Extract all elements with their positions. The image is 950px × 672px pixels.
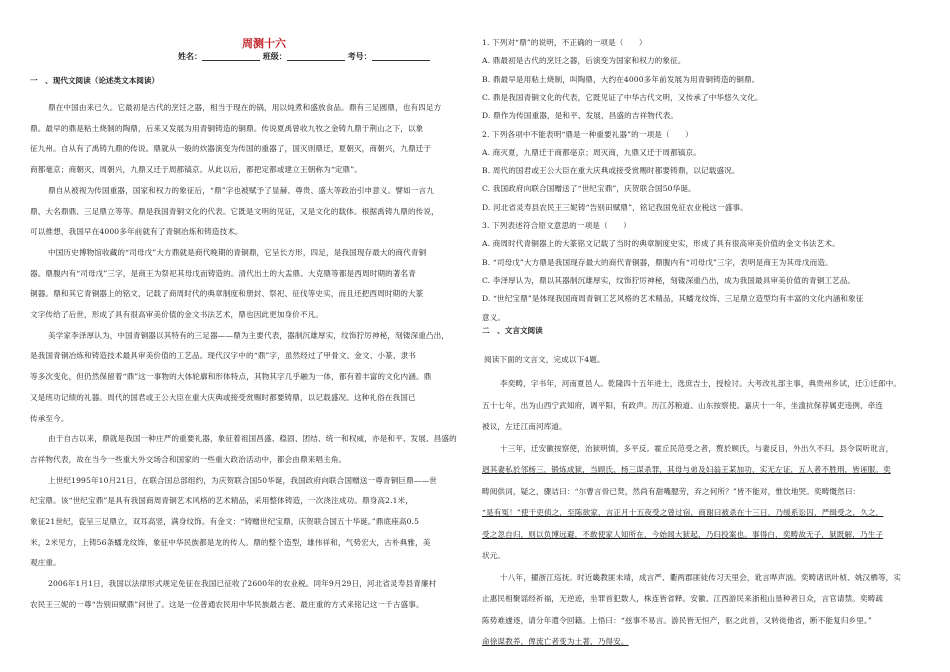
name-label: 姓名：: [178, 52, 202, 61]
text-line: 中国历史博物馆收藏的“司母戊”大方鼎就是商代晚期的青铜鼎，它呈长方形，四足，是我国现存最大的商代青铜: [48, 247, 427, 257]
text-line: 观庄重。: [30, 558, 61, 568]
text-line: 命徐谋教养，俾流亡者变为土著，乃得安。: [482, 637, 629, 646]
text-line: B. “司母戊”大方鼎是我国现存最大的商代青铜器，鼎腹内有“司母戊”三字，表明是商王为其母戊而造。: [482, 257, 833, 267]
text-line: 纪宝鼎。该“世纪宝鼎”是具有我国商周青铜艺术风格的艺术精品，采用整体铸造，一次浇注成功。鼎身高2.1米，: [30, 496, 413, 506]
text-line: 由于自古以来，鼎就是我国一种庄严的重要礼器，象征着祖国昌盛、稳固、团结、统一和权威，亦是和平、发展、昌盛的: [48, 434, 457, 444]
text-line: 受之忽自归，则以负博远避，不敢使家人知所在，今始闻大狱起，乃归投案也。事得白，奕畴故无子，狱既解，乃生子: [482, 529, 884, 539]
text-line: 畴阅供词，疑之，骤诘曰：“尔曹言骨已焚，然尚有甜嘴腮劳，弃之何所？”皆不能对，惟饮地哭。奕畴慨然曰：: [482, 486, 861, 496]
text-line: 意义。: [482, 312, 506, 322]
text-line: 被议，左迁江南河库道。: [482, 422, 567, 431]
text-line: 传承至今。: [30, 413, 69, 423]
text-line: 是我国青铜冶炼和铸造技术最具审美价值的工艺品。现代汉字中的“鼎”字，虽然经过了甲骨文、金文、小篆、隶书: [30, 351, 416, 361]
text-line: 商都毫京；商朝灭，周朝兴，九鼎又迁于周都镐京。从此以后，都把定都或建立王朝称为“定鼎”。: [30, 165, 362, 175]
text-line: 十三年，迁安徽按察使，治狱明慎，多平反。霍丘民范受之者，赘於顾氏，与妻反目，外出久不归。县令误听讹言，: [500, 443, 894, 453]
section1-heading: 一 、现代文阅读（论述类文本阅读）: [30, 76, 160, 85]
section2-intro: 阅读下面的文言文，完成以下4题。: [484, 355, 605, 364]
text-line: 吉祥物代表，故在当今一些重大外交场合和国家的一些重大政治活动中，都会由鼎来唱主角。: [30, 454, 347, 464]
text-line: “是有冤！”使干吏侦之，至陈欲家，言正月十五夜受之曾过宿，商谢曰被杀在十三日，乃缓系讼囚，严缉受之，久之，: [482, 508, 884, 517]
text-line: B. 鼎最早是用粘土烧制，叫陶鼎，大约在4000多年前发展为用青铜铸造的铜鼎。: [482, 74, 760, 84]
title-block: [30, 38, 468, 49]
class-label: 班级：: [262, 52, 287, 61]
text-line: 铜器。鼎和其它青铜器上的铭文，记载了商周时代的典章制度和册封、祭祀、征伐等史实，而且还把西周时期的大篆: [30, 289, 424, 299]
text-line: 止惠民相聚谣经祈福，无逆迹，坐罪首犯数人，株连皆省释。安徽、江西游民来浙租山垦种者日众，言官请禁。奕畴疏: [482, 594, 884, 603]
section2-heading: 二 、文言文阅读: [482, 326, 543, 335]
text-line: 状元。: [482, 551, 506, 560]
exam-number-label: 考号：: [347, 52, 372, 61]
text-line: 农民王三妮的一尊“告别田赋鼎”问世了。这是一位普通农民用中华民族最古老、最庄重的方式来铭记这一千古盛事。: [30, 599, 424, 609]
text-line: 器。鼎腹内有“司母戊”三字，是商王为祭祀其母戊而铸造的。清代出土的大盂鼎、大克鼎等都是西周时期的著名青: [30, 268, 416, 278]
text-line: 李奕畴，字书年，河南夏邑人。乾隆四十五年进士，选庶吉士，授检讨。大考改礼部主事，典贵州乡试，迁①迁郎中。: [500, 379, 902, 388]
text-line: 又是班功记绩的礼器。周代的国君或王公大臣在重大庆典或接受赏赐时都要铸鼎，以记载盛况。这种礼俗在我国已: [30, 392, 416, 402]
text-line: C. 鼎是我国青铜文化的代表，它既见证了中华古代文明，又传承了中华悠久文化。: [482, 92, 763, 102]
text-line: 十八年，擢浙江巡抚。时近畿教匪未靖，成言严、衢两郡匪徒传习天里会，讹言哗声汹。奕畴诸讯叶桢、姚汉栖等，实: [500, 572, 902, 582]
text-line: 等多次变化，但仍然保留着“鼎”这一事物的大体轮廓和形体特点，其物其字几乎融为一体，都有着丰富的文化内涵。鼎: [30, 372, 432, 382]
text-line: 1. 下列对“鼎”的说明，不正确的一项是（ ）: [482, 38, 647, 47]
text-line: B. 周代的国君或王公大臣在重大庆典或接受赏赐时都要铸鼎，以记载盛况。: [482, 166, 740, 176]
text-line: 可以推想，我国早在4000多年前就有了青铜冶炼和铸造技术。: [30, 227, 243, 237]
page-title: 周测十六: [242, 37, 286, 50]
text-line: 征九州。自从有了禹铸九鼎的传说。鼎就从一般的炊器演变为传国的重器了，国灭则鼎迁，夏朝灭，商朝兴，九鼎迁于: [30, 144, 432, 154]
text-line: 美学家李泽厚认为，中国青铜器以其特有的三足器——鼎为主要代表，器制沉雄厚实，纹饰狞厉神秘，刻镂深重凸出，: [48, 330, 450, 340]
text-line: D. “世纪宝鼎”是体现我国商周青铜工艺风格的艺术精品，其蟠龙纹饰、三足鼎立造型均有丰富的文化内涵和象征: [482, 294, 864, 304]
text-line: A. 商周时代青铜器上的大篆铭文记载了当时的典章制度史实，形成了具有很高审美价值的金文书法艺术。: [482, 239, 840, 249]
text-line: 3. 下列表述符合原文意思的一项是（ ）: [482, 221, 631, 230]
text-line: 鼎、大名鼎鼎、三足鼎立等等。鼎是我国青铜文化的代表。它既是文明的见证，又是文化的载体。根据禹铸九鼎的传说，: [30, 206, 439, 216]
text-line: 上世纪1995年10月21日，在联合国总部组约，为庆贺联合国50华诞，我国政府向联合国赠送一尊青铜巨鼎——世: [48, 475, 437, 485]
exam-number-blank[interactable]: [372, 52, 430, 61]
text-line: C. 我国政府向联合国赠送了“世纪宝鼎”，庆贺联合国50华诞。: [482, 184, 696, 194]
text-line: 陈势难遽逐，请分年遣令回籍。上悟曰：“兹事不易言。游民皆无恒产，驱之此首，又转徙他省，断不能复归乡里。”: [482, 615, 872, 625]
text-line: 米，2米见方，上铸56条蟠龙纹饰，象征中华民族都是龙的传人。鼎的整个造型，雄伟祥和，气势宏大，古朴典雅，美: [30, 537, 431, 547]
text-line: D. 河北省灵寿县农民王三妮铸“告别田赋鼎”，铭记我国免征农业税这一盛事。: [482, 202, 748, 212]
student-info-line: [178, 52, 430, 61]
text-line: 鼎自从被视为传国重器，国家和权力的象征后，“鼎”字也被赋予了显赫、尊贵、盛大等政治引申意义。譬如一言九: [48, 185, 434, 195]
text-line: 鼎在中国由来已久。它最初是古代的烹饪之器，相当于现在的锅，用以炖煮和盛放食品。鼎有三足圆鼎，也有四足方: [48, 103, 442, 112]
text-line: A. 鼎最初是古代的烹饪之器，后演变为国家和权力的象征。: [482, 56, 686, 66]
text-line: 象征21世纪，瓷呈三足鼎立，双耳高竖，满身纹饰。有金文：“铸赠世纪宝鼎，庆贺联合国五十华诞。”鼎底座高0.5: [30, 517, 420, 526]
text-line: C. 李泽厚认为，鼎以其器制沉雄厚实，纹饰狞厉神秘，刻镂深重凸出，成为我国最具审美价值的青铜工艺品。: [482, 275, 856, 285]
text-line: 2. 下列各项中不能表明“鼎是一种重要礼器”的一项是（ ）: [482, 129, 693, 139]
text-line: 迥其妻私於邻杨三，锻炼成狱，当顾氏、杨三谋杀罪，其母与弟及妇翁王某加功，实无左证，五人者不胜刑，皆诬服。奕: [482, 465, 891, 474]
name-blank[interactable]: [202, 52, 260, 61]
text-line: A. 商灭夏，九鼎迁于商都亳京；周灭商，九鼎又迁于周都镐京。: [482, 147, 701, 157]
text-line: 2006年1月1日，我国以法律形式规定免征在我国已征收了2600年的农业税。同年9月29日，河北省灵寿县青廉村: [48, 579, 437, 589]
text-line: 五十七年，出为山西宁武知府，调平阳，有政声。历江苏粮道、山东按察使。嘉庆十一年，坐滥抗保荐属吏违例，牵连: [482, 400, 884, 410]
text-line: D. 鼎作为传国重器，是和平、发展、昌盛的吉祥物代表。: [482, 111, 679, 121]
class-blank[interactable]: [287, 52, 345, 61]
text-line: 文字传给了后世，形成了具有很高审美价值的金文书法艺术，鼎也因此更加身价不凡。: [30, 310, 324, 319]
text-line: 鼎。最早的鼎是粘土烧制的陶鼎，后来又发展为用青铜铸造的铜鼎。传说夏禹曾收九牧之金铸九鼎于荆山之下，以象: [30, 123, 424, 133]
